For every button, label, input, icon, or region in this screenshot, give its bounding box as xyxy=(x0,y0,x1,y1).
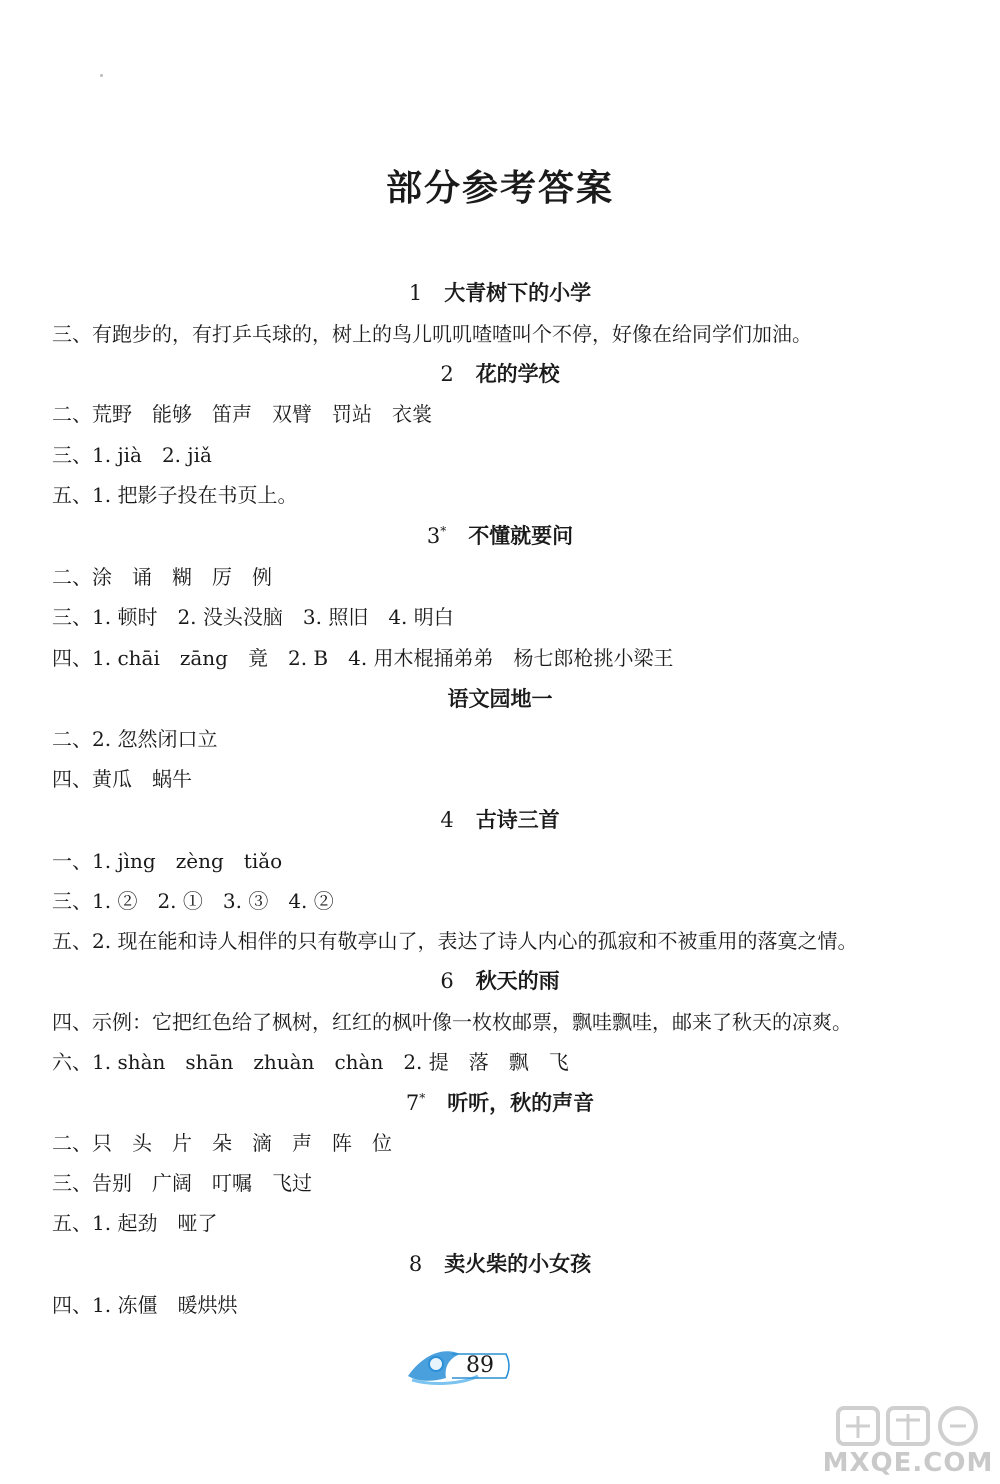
section-heading-3 xyxy=(0,520,1000,550)
answer-line: 二、只 头 片 朵 滴 声 阵 位 xyxy=(52,1131,392,1155)
section-title: 语文园地一 xyxy=(447,687,553,711)
answer-line: 三、1. ② 2. ① 3. ③ 4. ② xyxy=(52,889,334,913)
watermark-text: MXQE.COM xyxy=(822,1448,994,1478)
section-heading-8 xyxy=(0,1248,1000,1278)
page-number: 89 xyxy=(466,1353,494,1378)
answer-line: 六、1. shàn shān zhuàn chàn 2. 提 落 飘 飞 xyxy=(52,1050,569,1074)
answer-line: 四、黄瓜 蜗牛 xyxy=(52,767,192,791)
section-number: 3* xyxy=(426,524,447,548)
section-title: 不懂就要问 xyxy=(468,524,574,548)
section-heading-6 xyxy=(0,965,1000,995)
answer-line: 三、有跑步的，有打乒乓球的，树上的鸟儿叽叽喳喳叫个不停，好像在给同学们加油。 xyxy=(52,322,812,346)
section-title: 花的学校 xyxy=(475,362,560,386)
section-title: 卖火柴的小女孩 xyxy=(444,1252,592,1276)
answer-line: 二、2. 忽然闭口立 xyxy=(52,727,218,751)
scan-speck xyxy=(100,74,103,77)
section-number: 2 xyxy=(440,362,454,386)
answer-line: 五、1. 把影子投在书页上。 xyxy=(52,483,298,507)
optional-star: * xyxy=(440,524,447,538)
section-heading-4 xyxy=(0,804,1000,834)
section-title: 古诗三首 xyxy=(475,808,560,832)
answer-line: 四、1. chāi zāng 竟 2. B 4. 用木棍捅弟弟 杨七郎枪挑小梁王 xyxy=(52,646,674,670)
section-number: 4 xyxy=(440,808,454,832)
answer-line: 四、1. 冻僵 暖烘烘 xyxy=(52,1293,238,1317)
answer-line: 五、1. 起劲 哑了 xyxy=(52,1211,218,1235)
section-number: 8 xyxy=(408,1252,423,1276)
answer-line: 四、示例：它把红色给了枫树，红红的枫叶像一枚枚邮票，飘哇飘哇，邮来了秋天的凉爽。 xyxy=(52,1010,852,1034)
answer-line: 三、告别 广阔 叮嘱 飞过 xyxy=(52,1171,312,1195)
section-number: 1 xyxy=(408,281,423,305)
optional-star: * xyxy=(419,1091,426,1105)
section-heading-7 xyxy=(0,1087,1000,1117)
answer-line: 三、1. jià 2. jiǎ xyxy=(52,443,212,467)
section-number: 6 xyxy=(440,969,454,993)
answer-line: 五、2. 现在能和诗人相伴的只有敬亭山了，表达了诗人内心的孤寂和不被重用的落寞之情。 xyxy=(52,929,858,953)
section-title: 听听，秋的声音 xyxy=(447,1091,595,1115)
answer-line: 二、荒野 能够 笛声 双臂 罚站 衣裳 xyxy=(52,402,432,426)
section-heading-1 xyxy=(0,277,1000,307)
answer-line: 二、涂 诵 糊 厉 例 xyxy=(52,565,272,589)
section-heading-garden xyxy=(0,683,1000,713)
section-number: 7* xyxy=(405,1091,426,1115)
section-title: 秋天的雨 xyxy=(475,969,560,993)
section-heading-2 xyxy=(0,358,1000,388)
answer-line: 一、1. jìng zèng tiǎo xyxy=(52,849,283,873)
answer-line: 三、1. 顿时 2. 没头没脑 3. 照旧 4. 明白 xyxy=(52,605,454,629)
page-title: 部分参考答案 xyxy=(385,168,614,209)
section-title: 大青树下的小学 xyxy=(444,281,592,305)
